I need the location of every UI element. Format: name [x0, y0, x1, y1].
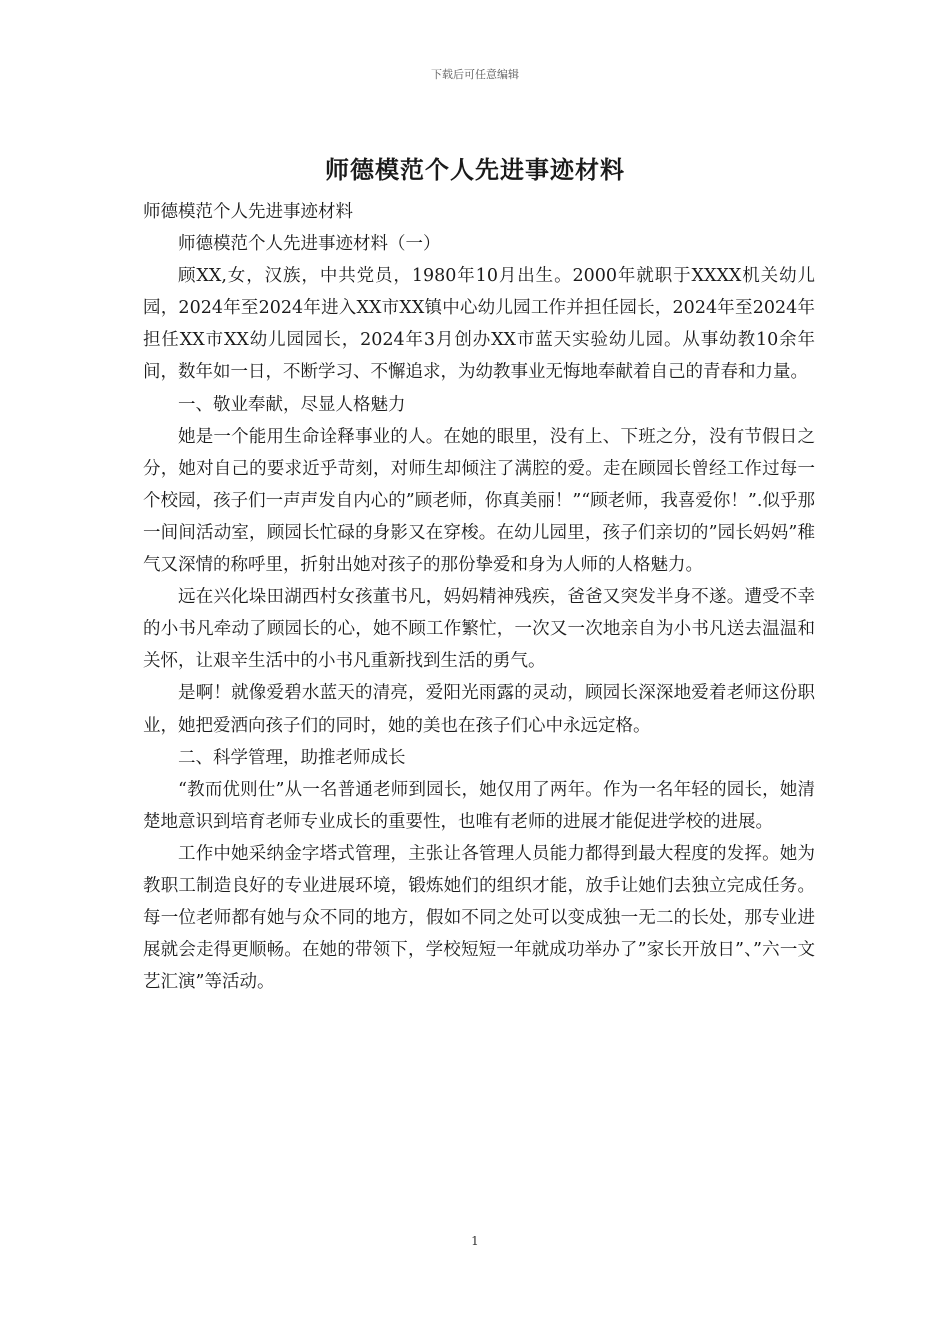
body-paragraph: 顾XX,女，汉族，中共党员，1980年10月出生。2000年就职于XXXX机关幼儿园，2024年至2024年进入XX市XX镇中心幼儿园工作并担任园长，2024年至2024年担任XX市XX幼儿园园长，2024年3月创办XX市蓝天实验幼儿园。从事幼教10余年间，数年如一日，不断学习、不懈追求，为幼教事业无悔地奉献着自己的青春和力量。 — [143, 266, 815, 383]
section-heading: 二、科学管理，助推老师成长 — [178, 747, 406, 768]
document-body — [143, 196, 815, 998]
header-note: 下载后可任意编辑 — [431, 68, 519, 81]
subtitle-paragraph: 师德模范个人先进事迹材料 — [143, 202, 353, 222]
section-heading: 一、敬业奉献，尽显人格魅力 — [178, 394, 406, 415]
page-number: 1 — [471, 1234, 479, 1248]
body-paragraph: 是啊！就像爱碧水蓝天的清亮，爱阳光雨露的灵动，顾园长深深地爱着老师这份职业，她把爱洒向孩子们的同时，她的美也在孩子们心中永远定格。 — [143, 683, 815, 736]
document-title: 师德模范个人先进事迹材料 — [325, 155, 625, 184]
body-paragraph: “教而优则仕”从一名普通老师到园长，她仅用了两年。作为一名年轻的园长，她清楚地意识到培育老师专业成长的重要性，也唯有老师的进展才能促进学校的进展。 — [143, 779, 815, 832]
body-paragraph: 工作中她采纳金字塔式管理，主张让各管理人员能力都得到最大程度的发挥。她为教职工制造良好的专业进展环境，锻炼她们的组织才能，放手让她们去独立完成任务。每一位老师都有她与众不同的地方，假如不同之处可以变成独一无二的长处，那专业进展就会走得更顺畅。在她的带领下，学校短短一年就成功举办了”家长开放日”、”六一文艺汇演”等活动。 — [143, 843, 815, 993]
body-paragraph: 远在兴化垛田湖西村女孩董书凡，妈妈精神残疾，爸爸又突发半身不遂。遭受不幸的小书凡牵动了顾园长的心，她不顾工作繁忙，一次又一次地亲自为小书凡送去温温和关怀，让艰辛生活中的小书凡重新找到生活的勇气。 — [143, 587, 815, 672]
section-heading: 师德模范个人先进事迹材料（一） — [178, 234, 441, 255]
body-paragraph: 她是一个能用生命诠释事业的人。在她的眼里，没有上、下班之分，没有节假日之分，她对自己的要求近乎苛刻，对师生却倾注了满腔的爱。走在顾园长曾经工作过每一个校园，孩子们一声声发自内心的”顾老师，你真美丽！”“顾老师，我喜爱你！”.似乎那一间间活动室，顾园长忙碌的身影又在穿梭。在幼儿园里，孩子们亲切的”园长妈妈”稚气又深情的称呼里，折射出她对孩子的那份挚爱和身为人师的人格魅力。 — [143, 426, 815, 576]
